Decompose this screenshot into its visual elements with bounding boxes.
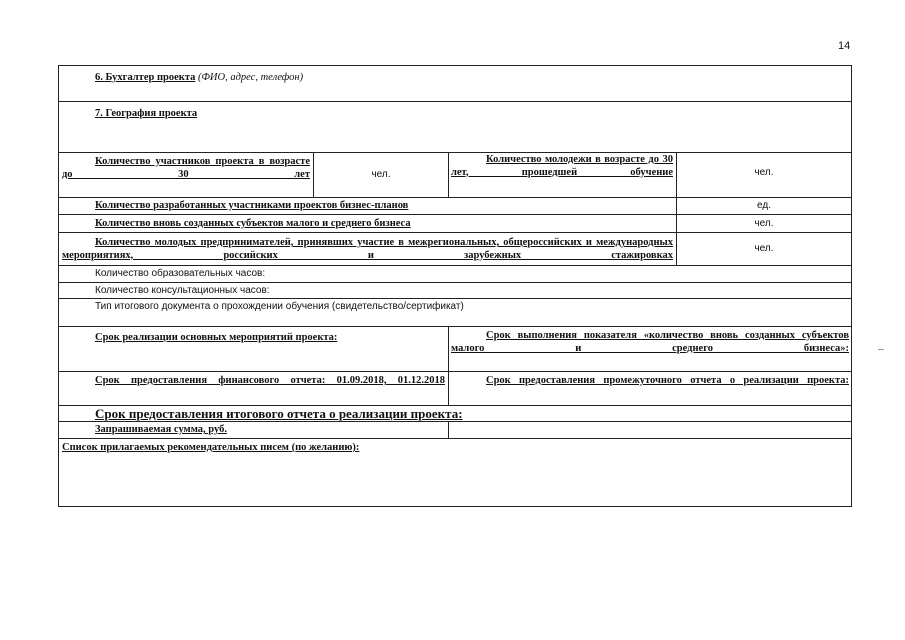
section-accountant [95, 72, 795, 85]
youth-trained-label: Количество молодежи в возрасте до 30 лет, прошедшей обучение [451, 154, 673, 178]
young-entrepreneurs-unit: чел. [754, 243, 774, 254]
column-divider [448, 326, 449, 405]
new-smb-unit: чел. [754, 218, 774, 229]
row-divider [59, 197, 851, 198]
business-plans-unit: ед. [757, 200, 771, 211]
young-entrepreneurs-label: Количество молодых предпринимателей, принявших участие в межрегиональных, общероссийских и международных мероприятиях, российских и зарубежных стажировках [62, 237, 673, 261]
participants-under-30-label: Количество участников проекта в возрасте до 30 лет [62, 156, 310, 180]
requested-amount-label: Запрашиваемая сумма, руб. [95, 424, 227, 435]
main-events-deadline-label: Срок реализации основных мероприятий проекта: [95, 332, 338, 343]
recommendation-letters-label: Список прилагаемых рекомендательных писем (по желанию): [62, 442, 360, 453]
column-divider [448, 421, 449, 438]
row-divider [59, 265, 851, 266]
row-divider [59, 421, 851, 422]
row-divider [59, 232, 851, 233]
consulting-hours-label: Количество консультационных часов: [95, 285, 270, 296]
participants-under-30-unit: чел. [371, 169, 391, 180]
youth-trained-unit: чел. [754, 167, 774, 178]
section-accountant-title: 6. Бухгалтер проекта [95, 72, 196, 83]
section-geography-title: 7. География проекта [95, 108, 198, 119]
row-divider [59, 152, 851, 153]
education-hours-label: Количество образовательных часов: [95, 268, 266, 279]
business-plans-label: Количество разработанных участниками проектов бизнес-планов [95, 200, 409, 211]
column-divider [448, 152, 449, 197]
interim-report-deadline-label: Срок предоставления промежуточного отчета о реализации проекта: [486, 375, 849, 386]
new-smb-indicator-deadline-label: Срок выполнения показателя «количество вновь созданных субъектов малого и среднего бизнеса»: [451, 330, 849, 354]
page-number: 14 [838, 40, 851, 52]
new-smb-label: Количество вновь созданных субъектов малого и среднего бизнеса [95, 218, 411, 229]
row-divider [59, 371, 851, 372]
financial-report-deadline-label: Срок предоставления финансового отчета: 01.09.2018, 01.12.2018 [95, 375, 445, 386]
section-accountant-note: (ФИО, адрес, телефон) [197, 72, 304, 83]
row-divider [59, 326, 851, 327]
margin-mark [878, 349, 884, 350]
row-divider [59, 101, 851, 102]
application-form-table [58, 65, 852, 507]
row-divider [59, 438, 851, 439]
row-divider [59, 298, 851, 299]
final-report-deadline-label: Срок предоставления итогового отчета о реализации проекта: [95, 406, 463, 421]
final-document-label: Тип итогового документа о прохождении обучения (свидетельство/сертификат) [95, 301, 464, 312]
row-divider [59, 282, 851, 283]
row-divider [59, 214, 851, 215]
